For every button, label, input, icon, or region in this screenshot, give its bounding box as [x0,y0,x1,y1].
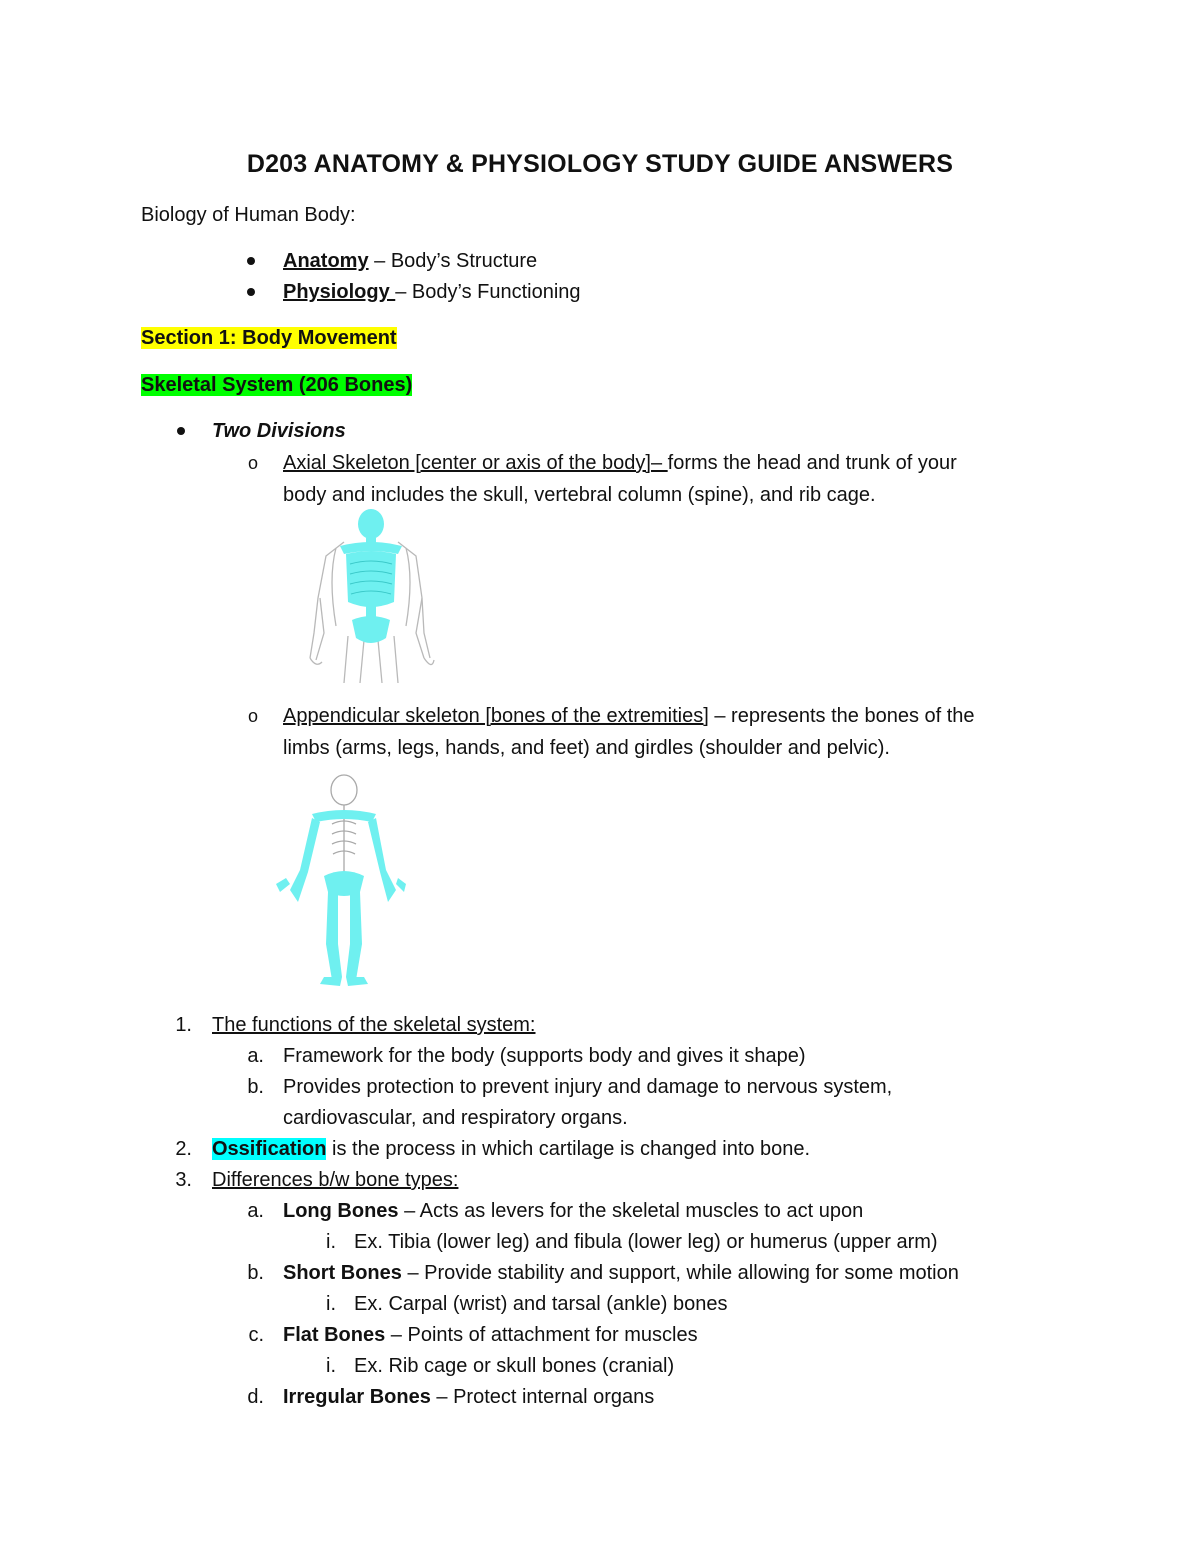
function-framework: Framework for the body (supports body and gives it shape) [283,1045,806,1067]
axial-line2: body and includes the skull, vertebral column (spine), and rib cage. [283,484,876,506]
list-letter-b: b. [247,1076,264,1098]
divisions-label: Two Divisions [212,420,346,442]
term-physiology: Physiology [283,281,396,303]
flat-bones-example: Ex. Rib cage or skull bones (cranial) [354,1355,675,1377]
section-heading-highlight: Section 1: Body Movement [141,327,397,349]
appendicular-line2: limbs (arms, legs, hands, and feet) and girdles (shoulder and pelvic). [283,737,890,759]
definition-anatomy [283,248,537,274]
ossification-item [212,1136,810,1162]
system-heading-highlight: Skeletal System (206 Bones) [141,374,413,396]
section-heading [141,325,397,351]
flat-bones-term: Flat Bones [283,1324,386,1346]
circle-bullet-icon: o [248,706,259,726]
axial-dash: – [650,452,668,474]
appendicular-skeleton-image [272,772,407,992]
short-bones-item [283,1260,959,1286]
function-protection-line2: cardiovascular, and respiratory organs. [283,1107,628,1129]
list-letter-c: c. [248,1324,264,1346]
definition-physiology [283,279,581,305]
page-title: D203 ANATOMY & PHYSIOLOGY STUDY GUIDE ANSWERS [246,150,954,178]
intro-text: Biology of Human Body: [141,204,356,226]
irregular-bones-term: Irregular Bones [283,1386,431,1408]
list-number-1: 1. [175,1014,192,1036]
list-roman-i: i. [326,1231,336,1253]
appendicular-line1 [283,703,975,729]
term-anatomy: Anatomy [283,250,369,272]
list-roman-i: i. [326,1355,336,1377]
list-roman-i: i. [326,1293,336,1315]
system-heading [141,372,412,398]
long-bones-item [283,1198,863,1224]
bone-types-heading: Differences b/w bone types: [212,1169,459,1191]
short-bones-text: – Provide stability and support, while allowing for some motion [401,1262,959,1284]
flat-bones-text: – Points of attachment for muscles [385,1324,698,1346]
short-bones-term: Short Bones [283,1262,402,1284]
long-bones-term: Long Bones [283,1200,399,1222]
flat-bones-item [283,1322,698,1348]
axial-term: Axial Skeleton [center or axis of the body] [283,452,651,474]
list-letter-b: b. [247,1262,264,1284]
definition-physiology-text: – Body’s Functioning [395,281,581,303]
function-protection-line1: Provides protection to prevent injury and damage to nervous system, [283,1076,893,1098]
list-number-2: 2. [175,1138,192,1160]
circle-bullet-icon: o [248,453,259,473]
list-letter-d: d. [247,1386,264,1408]
irregular-bones-text: – Protect internal organs [430,1386,655,1408]
list-letter-a: a. [247,1045,264,1067]
long-bones-text: – Acts as levers for the skeletal muscles to act upon [398,1200,864,1222]
list-number-3: 3. [175,1169,192,1191]
bullet-icon [247,257,255,265]
bullet-icon [177,427,185,435]
functions-heading: The functions of the skeletal system: [212,1014,536,1036]
definition-anatomy-text: – Body’s Structure [368,250,538,272]
short-bones-example: Ex. Carpal (wrist) and tarsal (ankle) bones [354,1293,728,1315]
irregular-bones-item [283,1384,654,1410]
ossification-term: Ossification [212,1138,327,1160]
long-bones-example: Ex. Tibia (lower leg) and fibula (lower leg) or humerus (upper arm) [354,1231,938,1253]
ossification-text: is the process in which cartilage is changed into bone. [326,1138,811,1160]
list-letter-a: a. [247,1200,264,1222]
appendicular-term: Appendicular skeleton [bones of the extremities] [283,705,709,727]
axial-line1 [283,450,957,476]
axial-text1: forms the head and trunk of your [667,452,957,474]
appendicular-text1: – represents the bones of the [708,705,975,727]
axial-skeleton-image [306,508,436,683]
bullet-icon [247,288,255,296]
